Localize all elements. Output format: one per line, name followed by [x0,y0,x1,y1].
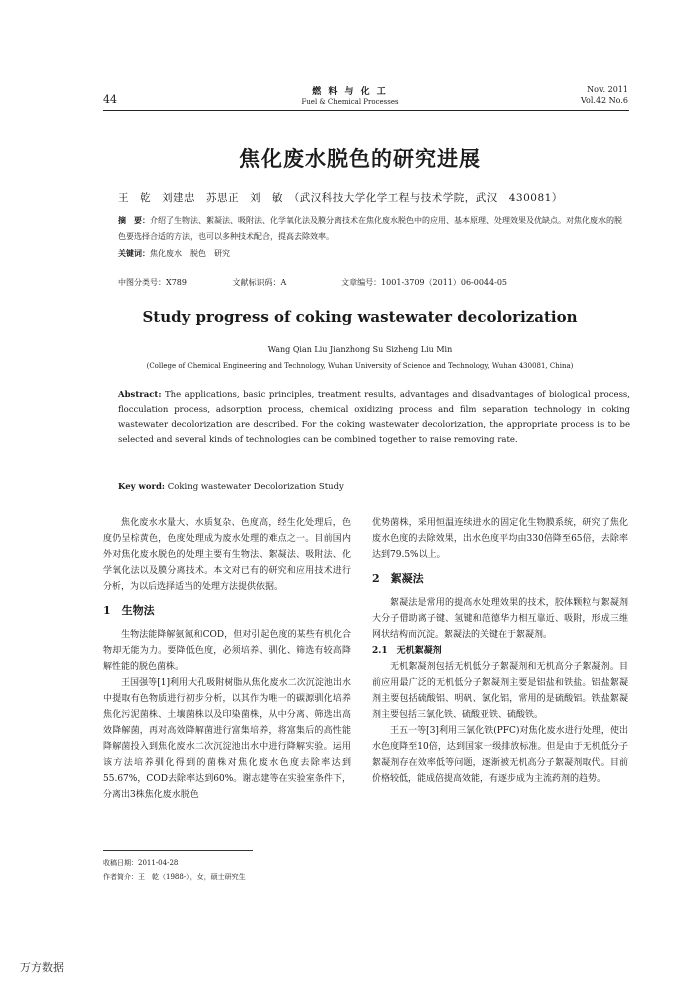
clc-number: 中图分类号：X789 [118,278,187,287]
received-date: 收稿日期：2011-04-28 [103,859,179,867]
body-column-right [372,515,628,787]
footnote [103,856,246,884]
section-heading-2: 2 絮凝法 [372,572,424,585]
abstract-cn-label: 摘 要： [118,215,150,225]
paragraph-1-2: 王国强等[1]利用大孔吸附树脂从焦化废水二次沉淀池出水中提取有色物质进行初步分析，以其作为唯一的碳源驯化培养焦化污泥菌株、土壤菌株以及印染菌株，从中分离、筛选出高效降解菌，再对高效降解菌进行富集培养，将富集后的高性能降解菌投入到焦化废水二次沉淀池出水中进行降解实验。运用该方法培养驯化得到的菌株对焦化废水色度去除率达到55.67%，COD去除率达到60%。谢志建等在实验室条件下，分离出3株焦化废水脱色 [103,678,351,800]
issue-volume: Vol.42 No.6 [581,96,628,105]
paragraph-1-1: 生物法能降解氨氮和COD，但对引起色度的某些有机化合物却无能为力。要降低色度，必须培养、驯化、筛选有较高降解性能的脱色菌株。 [103,630,351,672]
abstract-en [118,388,630,448]
keywords-en-label: Key word: [118,482,166,492]
subsection-heading-2-1: 2.1 无机絮凝剂 [372,646,442,656]
watermark: 万方数据 [20,961,64,974]
affiliation-en: (College of Chemical Engineering and Technology, Wuhan University of Science and Technology, Wuhan 430081, China) [146,362,574,370]
abstract-cn [118,212,628,262]
keywords-cn: 焦化废水 脱色 研究 [150,249,230,258]
body-column-left [103,515,351,803]
paragraph-1-3: 优势菌株，采用恒温连续进水的固定化生物膜系统，研究了焦化废水色度的去除效果，出水色度平均由330倍降至65倍，去除率达到79.5%以上。 [372,518,628,560]
issue-info [581,84,628,106]
keywords-en-text: Coking wastewater Decolorization Study [165,482,344,492]
title-en: Study progress of coking wastewater decolorization [142,308,578,326]
abstract-en-text: The applications, basic principles, treatment results, advantages and disadvantages of biological process, flocculation process, adsorption process, chemical oxidizing process and film separation technology in coking wastewater decolorization are described. For the coking wastewater decolorization, the appropriate process is to be selected and several kinds of technologies can be combined together to raise removing rate. [118,390,630,445]
authors-en: Wang Qian Liu Jianzhong Su Sizheng Liu Min [267,345,453,354]
journal-name-cn: 燃 料 与 化 工 [312,87,388,97]
classification-meta [118,277,628,288]
paragraph-2-3: 王五一等[3]利用三氯化铁(PFC)对焦化废水进行处理，使出水色度降至10倍，达到国家一级排放标准。但是由于无机低分子絮凝剂存在效率低等问题，逐渐被无机高分子絮凝剂取代。目前价格较低，能成倍提高效能，有逐步成为主流药剂的趋势。 [372,726,628,784]
title-cn: 焦化废水脱色的研究进展 [239,146,481,171]
keywords-cn-label: 关键词： [118,248,150,258]
document-code: 文献标识码：A [232,278,287,287]
header-rule [103,110,629,111]
abstract-cn-text: 介绍了生物法、絮凝法、吸附法、化学氧化法及膜分离技术在焦化废水脱色中的应用、基本原理、处理效果及优缺点。对焦化废水的脱色要选择合适的方法，也可以多种技术配合，提高去除效率。 [118,216,622,241]
journal-name-en: Fuel & Chemical Processes [301,98,399,106]
intro-paragraph: 焦化废水水量大、水质复杂、色度高，经生化处理后，色度仍呈棕黄色，色度处理成为废水处理的难点之一。目前国内外对焦化废水脱色的处理主要有生物法、絮凝法、吸附法、化学氧化法以及膜分离技术。本文对已有的研究和应用技术进行分析，为以后选择适当的处理方法提供依据。 [103,518,351,592]
author-bio: 作者简介：王 乾（1988-），女，硕士研究生 [103,873,246,881]
issue-date: Nov. 2011 [587,85,628,94]
authors-cn: 王 乾 刘建忠 苏思正 刘 敏 （武汉科技大学化学工程与技术学院，武汉 430081） [118,192,563,204]
page-number: 44 [103,93,117,106]
paragraph-2-1: 絮凝法是常用的提高水处理效果的技术，胶体颗粒与絮凝剂大分子借助离子键、氢键和范德华力相互靠近、吸附，形成三维网状结构而沉淀。絮凝法的关键在于絮凝剂。 [372,598,628,640]
journal-header [250,84,450,106]
section-heading-1: 1 生物法 [103,604,155,617]
keywords-en [118,482,344,492]
article-number: 文章编号：1001-3709（2011）06-0044-05 [341,278,507,287]
footnote-rule [103,850,253,851]
paragraph-2-2: 无机絮凝剂包括无机低分子絮凝剂和无机高分子絮凝剂。目前应用最广泛的无机低分子絮凝剂主要是铝盐和铁盐。铝盐絮凝剂主要包括硫酸铝、明矾、氯化铝，常用的是硫酸铝。铁盐絮凝剂主要包括三氯化铁、硫酸亚铁、硫酸铁。 [372,662,628,720]
abstract-en-label: Abstract: [118,390,162,400]
